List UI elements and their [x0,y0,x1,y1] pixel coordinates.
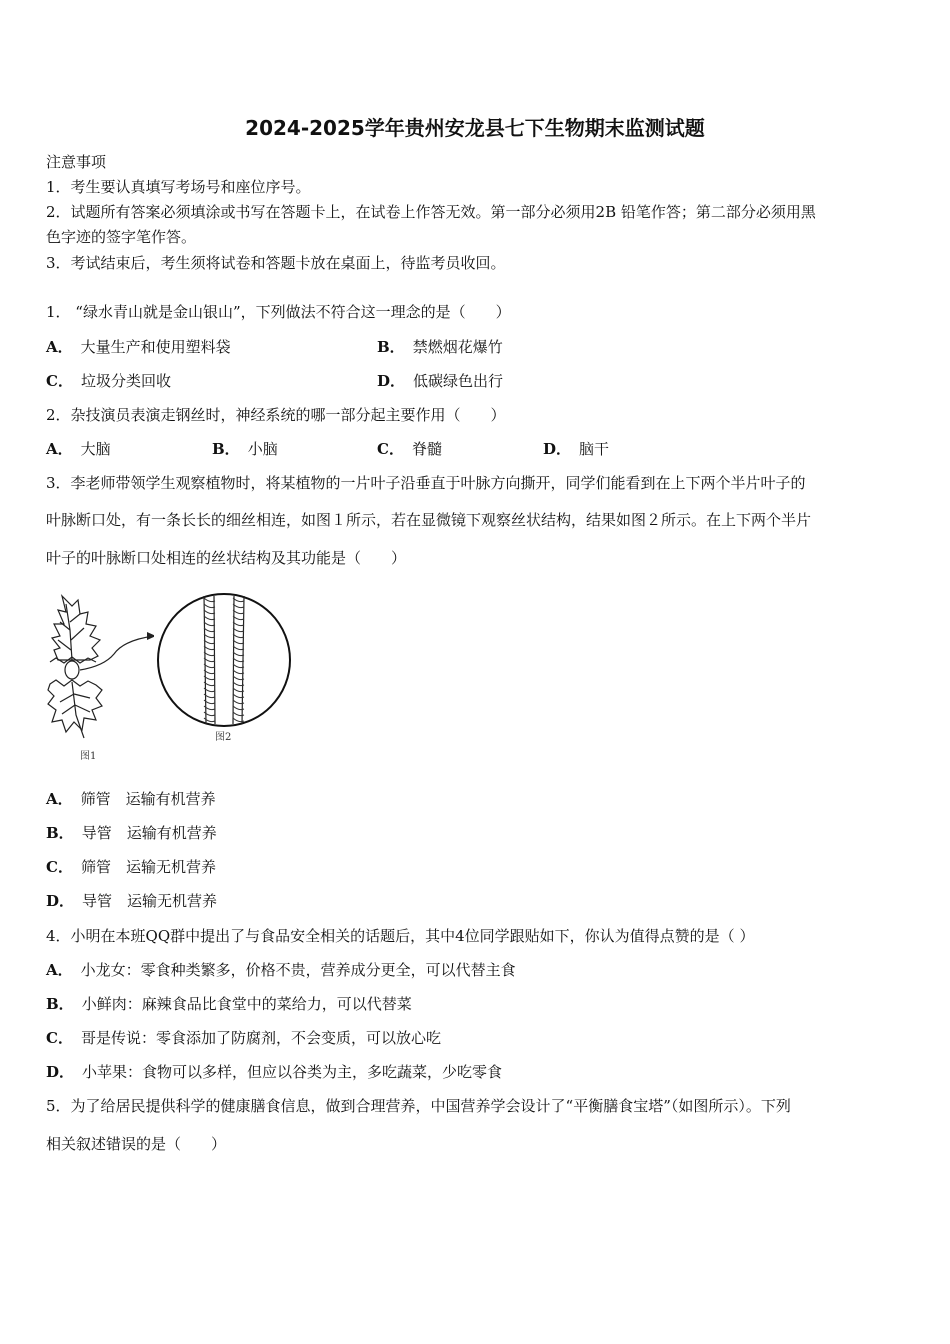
option-letter: A． [46,790,73,808]
vessel-spiral [204,652,215,656]
q4-option-c[interactable] [46,1028,441,1048]
vessel-spiral [204,604,215,608]
option-letter: B． [46,824,74,842]
vessel-spiral [233,622,244,626]
q1-option-a[interactable] [46,337,231,357]
vessel-spiral [233,640,244,644]
option-letter: B． [46,995,74,1013]
option-letter: D． [46,1063,75,1081]
question-3-stem: 叶子的叶脉断口处相连的丝状结构及其功能是（ ） [46,549,407,567]
vessel-spiral [233,598,244,602]
vessel-spiral [233,604,244,608]
q2-option-b[interactable] [212,439,278,459]
q2-option-a[interactable] [46,439,111,459]
question-3-stem: 3．李老师带领学生观察植物时，将某植物的一片叶子沿垂直于叶脉方向撕开，同学们能看到在上下两个半片叶子的 [46,474,806,492]
option-text: 脑干 [579,440,610,458]
vessel-spiral [233,658,244,662]
notice-heading: 注意事项 [46,153,107,171]
option-letter: D． [46,892,75,910]
option-text: 导管 运输有机营养 [81,824,217,842]
vessel-spiral [233,628,244,632]
option-text: 垃圾分类回收 [80,372,171,390]
option-letter: B． [212,440,240,458]
option-letter: A． [46,338,73,356]
question-3-stem: 叶脉断口处，有一条长长的细丝相连，如图１所示，若在显微镜下观察丝状结构，结果如图２所示。在上下两个半片 [46,511,812,529]
option-letter: D． [377,372,406,390]
notice-item: 色字迹的签字笔作答。 [46,228,197,246]
vessel-spiral [233,652,244,656]
vessel-spiral [233,646,244,650]
q3-option-d[interactable] [46,891,217,911]
option-letter: C． [46,1029,73,1047]
notice-item: 1．考生要认真填写考场号和座位序号。 [46,178,311,196]
option-text: 哥是传说：零食添加了防腐剂，不会变质，可以放心吃 [80,1029,441,1047]
q2-option-c[interactable] [377,439,442,459]
figure-1-leaf [44,590,154,740]
q3-option-b[interactable] [46,823,217,843]
q1-option-c[interactable] [46,371,171,391]
vessel-spiral [233,634,244,638]
page-title: 2024-2025学年贵州安龙县七下生物期末监测试题 [245,116,705,140]
q4-option-d[interactable] [46,1062,502,1082]
question-4-stem: 4．小明在本班QQ群中提出了与食品安全相关的话题后，其中4位同学跟贴如下，你认为值得点赞的是（ ） [46,927,755,945]
vessel-spiral [204,610,215,614]
figure-2-caption: 图2 [215,732,232,743]
option-text: 小龙女：零食种类繁多，价格不贵，营养成分更全，可以代替主食 [80,961,516,979]
vessel-spiral [204,628,215,632]
option-text: 脊髓 [411,440,442,458]
option-text: 小鲜肉：麻辣食品比食堂中的菜给力，可以代替菜 [81,995,412,1013]
question-1-stem: 1． “绿水青山就是金山银山”，下列做法不符合这一理念的是（ ） [46,303,511,321]
figure-2-microscope-view [156,592,292,728]
option-letter: A． [46,440,73,458]
question-5-stem: 相关叙述错误的是（ ） [46,1135,227,1153]
vessel-spiral [204,658,215,662]
option-text: 小苹果：食物可以多样，但应以谷类为主，多吃蔬菜，少吃零食 [82,1063,503,1081]
q3-option-a[interactable] [46,789,216,809]
option-text: 小脑 [247,440,278,458]
vessel-spiral [204,640,215,644]
figure-1-caption: 图1 [80,751,97,762]
option-letter: B． [377,338,405,356]
option-text: 低碳绿色出行 [413,372,504,390]
notice-item: 3．考试结束后，考生须将试卷和答题卡放在桌面上，待监考员收回。 [46,254,506,272]
vessel-spiral [204,598,215,602]
option-letter: C． [46,858,73,876]
option-text: 大脑 [80,440,111,458]
q1-option-d[interactable] [377,371,503,391]
option-text: 禁燃烟花爆竹 [412,338,503,356]
vessel-spiral [233,616,244,620]
vessel-spiral [204,634,215,638]
q4-option-b[interactable] [46,994,412,1014]
option-text: 筛管 运输有机营养 [80,790,216,808]
option-letter: C． [46,372,73,390]
vessel-spiral [204,622,215,626]
vessel-spiral [204,646,215,650]
q3-option-c[interactable] [46,857,216,877]
question-2-stem: 2．杂技演员表演走钢丝时，神经系统的哪一部分起主要作用（ ） [46,406,506,424]
q4-option-a[interactable] [46,960,516,980]
notice-item: 2．试题所有答案必须填涂或书写在答题卡上，在试卷上作答无效。第一部分必须用2B 铅笔作答；第二部分必须用黑 [46,203,816,221]
vessel-spiral [204,616,215,620]
option-letter: D． [543,440,572,458]
q1-option-b[interactable] [377,337,503,357]
q2-option-d[interactable] [543,439,609,459]
option-letter: A． [46,961,73,979]
option-text: 大量生产和使用塑料袋 [80,338,231,356]
option-letter: C． [377,440,404,458]
vessel-spiral [233,610,244,614]
question-5-stem: 5．为了给居民提供科学的健康膳食信息，做到合理营养，中国营养学会设计了“平衡膳食宝塔”（如图所示）。下列 [46,1097,791,1115]
option-text: 导管 运输无机营养 [82,892,218,910]
option-text: 筛管 运输无机营养 [80,858,216,876]
